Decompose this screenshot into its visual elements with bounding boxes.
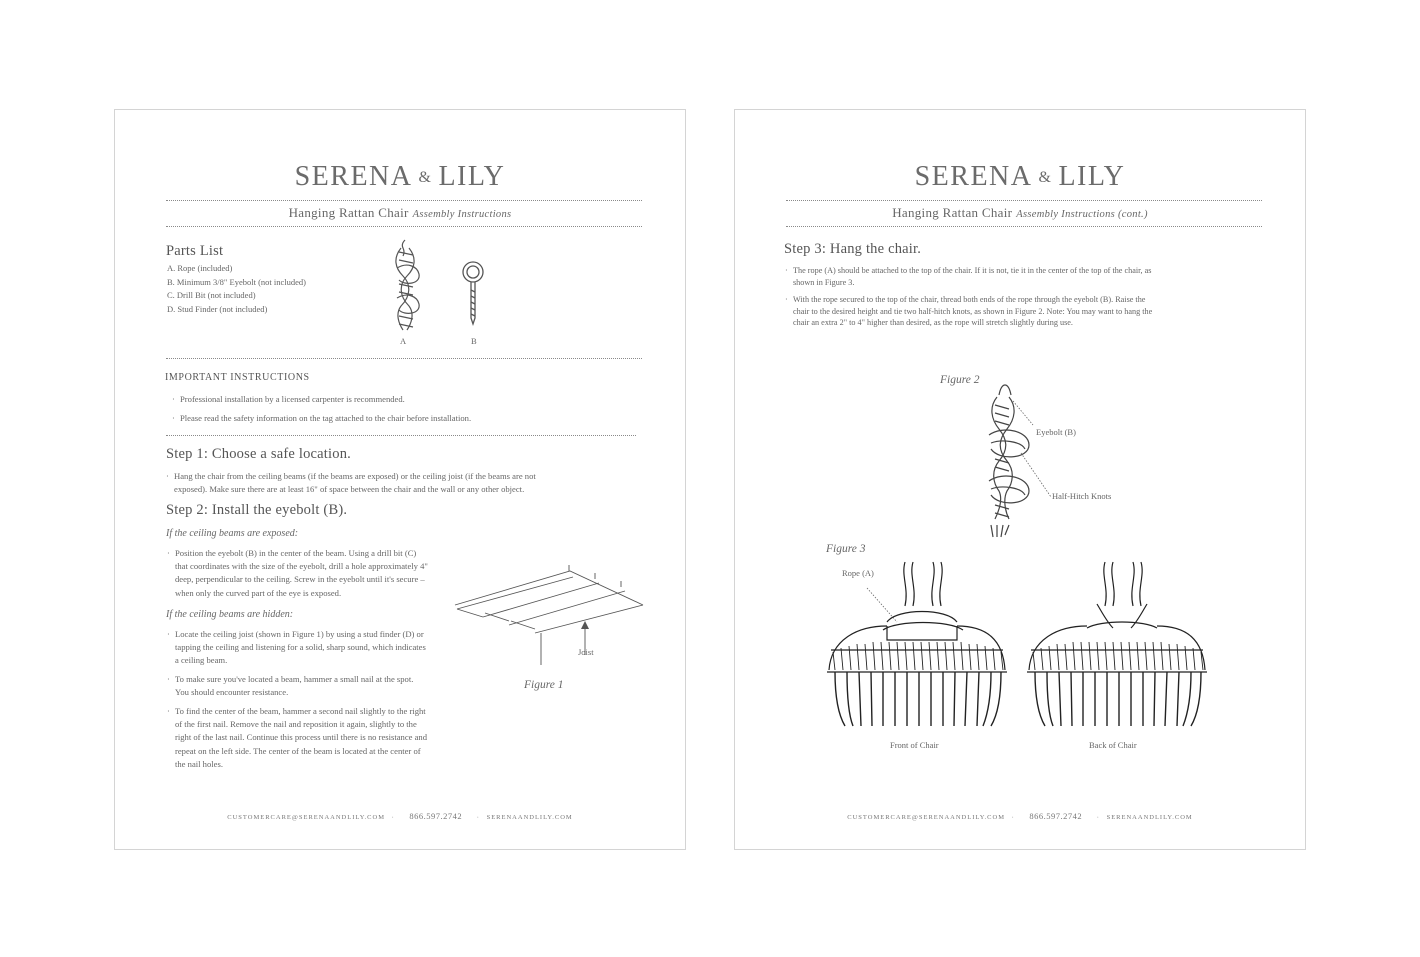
footer-site[interactable]: SERENAANDLILY.COM xyxy=(1106,814,1193,821)
list-item: C. Drill Bit (not included) xyxy=(167,290,256,300)
rope-illustration xyxy=(387,238,427,333)
figure1-label: Figure 1 xyxy=(524,679,564,691)
document-title: Hanging Rattan Chair Assembly Instructions (cont.) xyxy=(892,205,1148,220)
step1-heading: Step 1: Choose a safe location. xyxy=(166,446,351,462)
divider xyxy=(786,200,1262,201)
step3-paragraph-1: · The rope (A) should be attached to the top of the chair. If it is not, tie it in the center of the top of the chair, as shown in Figure 3. xyxy=(785,266,1152,287)
divider xyxy=(786,226,1262,227)
instruction-page-1 xyxy=(114,109,686,850)
parts-list-heading: Parts List xyxy=(166,243,224,259)
part-label-b: B xyxy=(471,336,477,346)
step2-heading: Step 2: Install the eyebolt (B). xyxy=(166,502,348,518)
footer-site[interactable]: SERENAANDLILY.COM xyxy=(486,814,573,821)
divider xyxy=(166,435,636,436)
rope-label: Rope (A) xyxy=(842,568,874,578)
footer: CUSTOMERCARE@SERENAANDLILY.COM · 866.597.2742 · SERENAANDLILY.COM xyxy=(847,811,1193,821)
knots-label: Half-Hitch Knots xyxy=(1052,491,1112,501)
parts-list xyxy=(167,262,306,316)
chair-front-figure xyxy=(827,560,1007,730)
footer-phone[interactable]: 866.597.2742 xyxy=(409,811,463,821)
half-hitch-knot-figure xyxy=(981,385,1061,535)
hidden-step-2: · To make sure you've located a beam, hammer a small nail at the spot. You should encounter resistance. xyxy=(167,674,414,698)
divider xyxy=(166,226,642,227)
divider xyxy=(166,200,642,201)
list-item: · Professional installation by a licensed carpenter is recommended. xyxy=(172,394,405,404)
footer-email[interactable]: CUSTOMERCARE@SERENAANDLILY.COM xyxy=(847,814,1005,821)
divider xyxy=(166,358,642,359)
part-label-a: A xyxy=(400,336,407,346)
hidden-heading: If the ceiling beams are hidden: xyxy=(166,609,294,620)
exposed-heading: If the ceiling beams are exposed: xyxy=(166,528,299,539)
list-item: B. Minimum 3/8" Eyebolt (not included) xyxy=(167,276,306,287)
document-title: Hanging Rattan Chair Assembly Instructions xyxy=(288,205,512,220)
footer-email[interactable]: CUSTOMERCARE@SERENAANDLILY.COM xyxy=(227,814,385,821)
footer: CUSTOMERCARE@SERENAANDLILY.COM · 866.597.2742 · SERENAANDLILY.COM xyxy=(227,811,573,821)
step3-paragraph-2: · With the rope secured to the top of the chair, thread both ends of the rope through the eyebolt (B). Raise the chair to the desired height and tie two half-hitch knots, as shown in Figure 2. Note: You may want to hang the chair an extra 2" to 4" higher than desired, as the rope will stretch slightly during use. xyxy=(785,295,1153,327)
important-heading: IMPORTANT INSTRUCTIONS xyxy=(165,372,310,383)
front-of-chair-label: Front of Chair xyxy=(890,740,939,750)
exposed-text: · Position the eyebolt (B) in the center of the beam. Using a drill bit (C) that coordinates with the size of the eyebolt, drill a hole approximately 4" deep, perpendicular to the ceiling. Screw in the eyebolt until it's secure – when only the curved part of the eye is exposed. xyxy=(167,548,428,598)
joist-figure xyxy=(455,565,655,665)
eyebolt-illustration xyxy=(459,258,489,328)
figure2-label: Figure 2 xyxy=(940,374,980,386)
figure3-label: Figure 3 xyxy=(826,543,866,555)
step1-text: · Hang the chair from the ceiling beams (if the beams are exposed) or the ceiling joist (if the beams are not exposed). Make sure there are at least 16" of space between the chair and the wall or any other object. xyxy=(166,471,536,495)
brand-logo: SERENA & LILY xyxy=(294,161,506,192)
eyebolt-label: Eyebolt (B) xyxy=(1036,427,1076,437)
hidden-step-1: · Locate the ceiling joist (shown in Figure 1) by using a stud finder (D) or tapping the ceiling and listening for a solid, sharp sound, which indicates a ceiling beam. xyxy=(167,629,426,666)
list-item: D. Stud Finder (not included) xyxy=(167,303,268,314)
joist-label: Joist xyxy=(578,647,594,657)
instruction-page-2 xyxy=(734,109,1306,850)
list-item: A. Rope (included) xyxy=(167,263,233,273)
step3-heading: Step 3: Hang the chair. xyxy=(784,241,922,257)
footer-phone[interactable]: 866.597.2742 xyxy=(1029,811,1083,821)
back-of-chair-label: Back of Chair xyxy=(1089,740,1137,750)
hidden-step-3: · To find the center of the beam, hammer a second nail slightly to the right of the first nail. Remove the nail and reposition it again, slightly to the right of the last nail. Continue this process until there is no resistance and repeat on the left side. The center of the beam is located at the center of the nail holes. xyxy=(167,706,428,769)
list-item: · Please read the safety information on the tag attached to the chair before installation. xyxy=(172,413,472,423)
brand-logo: SERENA & LILY xyxy=(914,161,1126,192)
chair-back-figure xyxy=(1027,560,1207,730)
